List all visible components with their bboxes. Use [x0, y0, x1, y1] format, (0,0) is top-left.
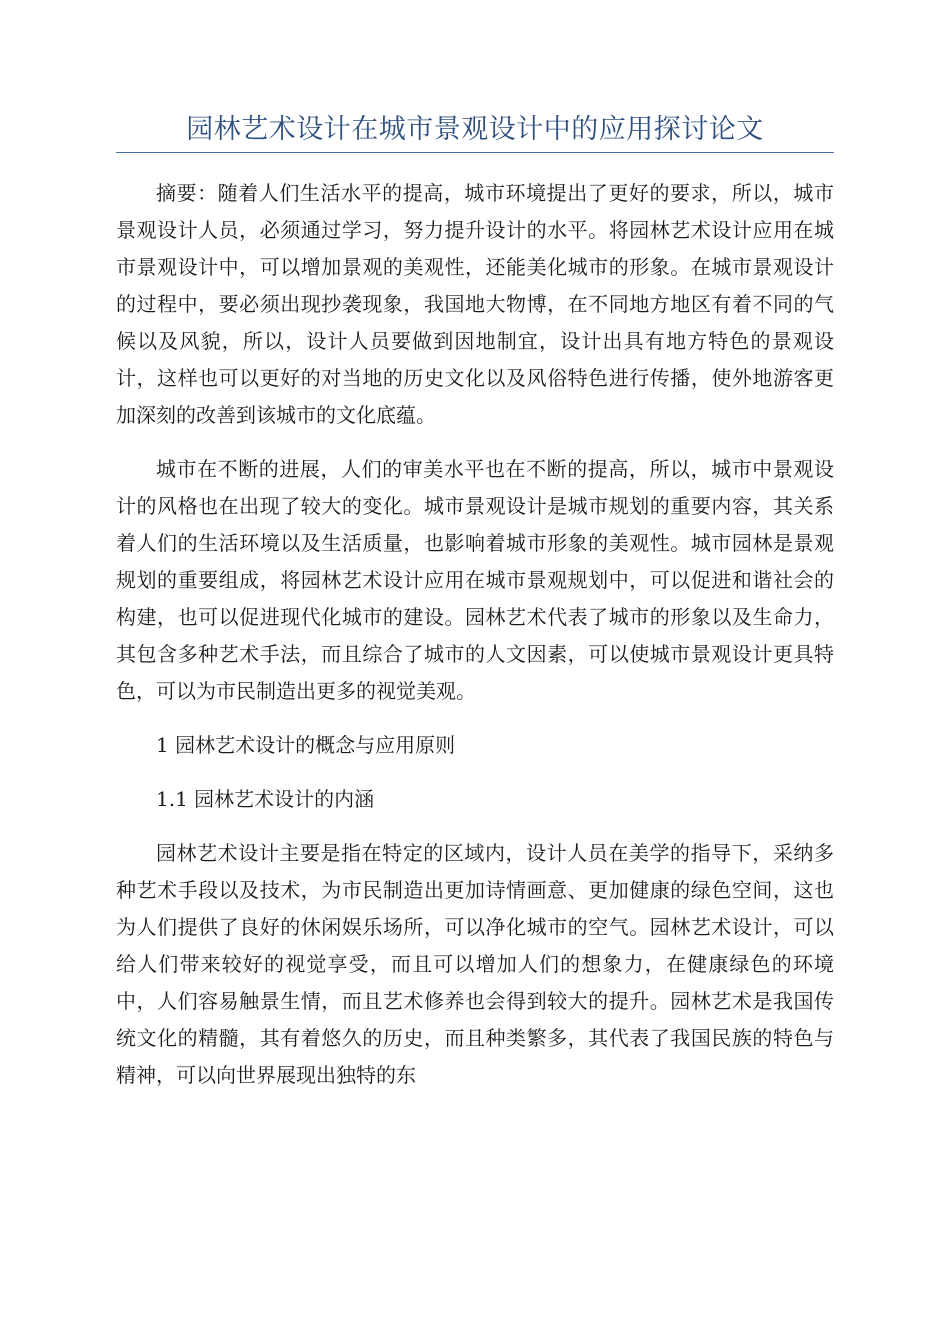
document-page: [116, 110, 834, 1111]
abstract-paragraph: 摘要：随着人们生活水平的提高，城市环境提出了更好的要求，所以，城市景观设计人员，必须通过学习，努力提升设计的水平。将园林艺术设计应用在城市景观设计中，可以增加景观的美观性，还能美化城市的形象。在城市景观设计的过程中，要必须出现抄袭现象，我国地大物博，在不同地方地区有着不同的气候以及风貌，所以，设计人员要做到因地制宜，设计出具有地方特色的景观设计，这样也可以更好的对当地的历史文化以及风俗特色进行传播，使外地游客更加深刻的改善到该城市的文化底蕴。: [116, 181, 834, 427]
intro-paragraph: 城市在不断的进展，人们的审美水平也在不断的提高，所以，城市中景观设计的风格也在出现了较大的变化。城市景观设计是城市规划的重要内容，其关系着人们的生活环境以及生活质量，也影响着城市形象的美观性。城市园林是景观规划的重要组成，将园林艺术设计应用在城市景观规划中，可以促进和谐社会的构建，也可以促进现代化城市的建设。园林艺术代表了城市的形象以及生命力，其包含多种艺术手法，而且综合了城市的人文因素，可以使城市景观设计更具特色，可以为市民制造出更多的视觉美观。: [116, 457, 834, 703]
title-underline: [116, 152, 834, 153]
section-heading-1: 1 园林艺术设计的概念与应用原则: [156, 733, 456, 757]
body-paragraph: 园林艺术设计主要是指在特定的区域内，设计人员在美学的指导下，采纳多种艺术手段以及技术，为市民制造出更加诗情画意、更加健康的绿色空间，这也为人们提供了良好的休闲娱乐场所，可以净化城市的空气。园林艺术设计，可以给人们带来较好的视觉享受，而且可以增加人们的想象力，在健康绿色的环境中，人们容易触景生情，而且艺术修养也会得到较大的提升。园林艺术是我国传统文化的精髓，其有着悠久的历史，而且种类繁多，其代表了我国民族的特色与精神，可以向世界展现出独特的东: [116, 841, 834, 1087]
document-title: 园林艺术设计在城市景观设计中的应用探讨论文: [186, 114, 764, 145]
section-heading-1-1: 1.1 园林艺术设计的内涵: [156, 787, 375, 811]
